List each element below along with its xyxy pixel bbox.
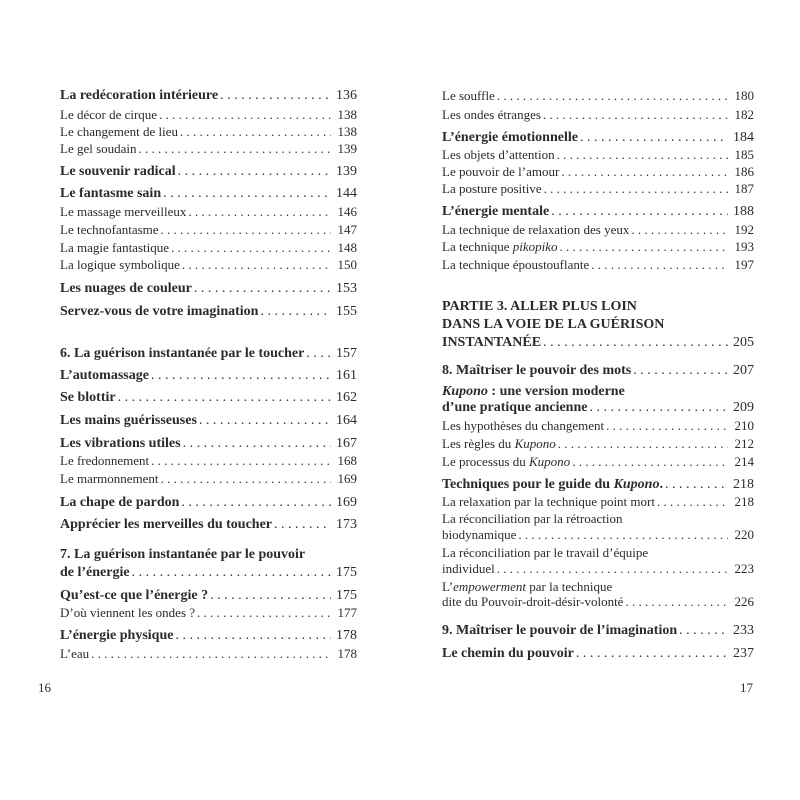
toc-entry-title: Le souffle (442, 88, 495, 103)
dot-leader (161, 471, 331, 487)
toc-entry-title: L’énergie émotionnelle (442, 130, 578, 145)
toc-entry-title: dite du Pouvoir-droit-désir-volonté (442, 594, 624, 609)
toc-entry-page: 167 (336, 436, 357, 451)
toc-entry-title: La technique de relaxation des yeux (442, 222, 630, 237)
toc-entry-page: 178 (336, 628, 357, 643)
dot-leader (171, 240, 331, 256)
toc-entry-title: individuel (442, 561, 495, 576)
toc-entry-title: Le marmonnement (60, 471, 159, 486)
toc-entry-page: 237 (733, 646, 754, 661)
toc-entry-title-italic: Kupono (514, 436, 556, 451)
toc-entry-title (442, 384, 625, 399)
toc-entry-title: Le gel soudain (60, 141, 137, 156)
toc-entry-page: 155 (336, 304, 357, 319)
toc-entry-title: Le chemin du pouvoir (442, 646, 574, 661)
toc-entry (60, 628, 357, 644)
dot-leader (518, 527, 728, 543)
toc-entry-title: La technique époustouflante (442, 257, 590, 272)
toc-entry-page: 205 (733, 335, 754, 350)
toc-entry-title (442, 579, 612, 594)
toc-entry (60, 186, 357, 202)
toc-entry (442, 335, 754, 351)
toc-entry (442, 130, 754, 146)
right-page-number: 17 (740, 680, 753, 695)
toc-entry-page: 144 (336, 186, 357, 201)
toc-entry-title: Le fredonnement (60, 453, 150, 468)
dot-leader (181, 495, 331, 511)
toc-entry-page: 147 (337, 222, 357, 237)
dot-leader (558, 436, 728, 452)
toc-entry-title: La posture positive (442, 181, 542, 196)
toc-entry-title-text: Techniques pour le guide du (442, 477, 614, 492)
dot-leader (183, 436, 331, 452)
toc-entry (442, 257, 754, 273)
dot-leader (633, 363, 728, 379)
toc-entry (60, 588, 357, 604)
toc-entry-page: 175 (336, 565, 357, 580)
toc-entry-title: Les vibrations utiles (60, 436, 181, 451)
toc-entry (442, 384, 754, 400)
dot-leader (159, 107, 331, 123)
toc-entry-page: 139 (337, 141, 357, 156)
toc-entry-title: de l’énergie (60, 565, 130, 580)
toc-entry (442, 623, 754, 639)
toc-entry-page: 218 (733, 477, 754, 492)
toc-entry (60, 346, 357, 362)
dot-leader (557, 147, 728, 163)
toc-entry-title: INSTANTANÉE (442, 335, 542, 350)
toc-entry (442, 204, 754, 220)
toc-entry (442, 181, 754, 197)
toc-entry-title: Se blottir (60, 390, 116, 405)
toc-entry-page: 185 (734, 147, 754, 162)
toc-entry-page: 197 (734, 257, 754, 272)
dot-leader (543, 107, 728, 123)
toc-entry-title-text: Le processus du (442, 454, 530, 469)
toc-entry (442, 511, 754, 527)
toc-entry (442, 646, 754, 662)
toc-entry (60, 304, 357, 320)
toc-entry (60, 517, 357, 533)
toc-entry-title: L’automassage (60, 368, 149, 383)
toc-entry (442, 494, 754, 510)
dot-leader (197, 605, 331, 621)
toc-entry-title: 8. Maîtriser le pouvoir des mots (442, 363, 632, 378)
toc-entry (60, 240, 357, 256)
toc-entry-page: 233 (733, 623, 754, 638)
toc-entry-title: Le décor de cirque (60, 107, 158, 122)
toc-entry-title-text: La technique (442, 239, 513, 254)
toc-entry-title: DANS LA VOIE DE LA GUÉRISON (442, 317, 665, 332)
toc-entry-title: 7. La guérison instantanée par le pouvoir (60, 547, 306, 562)
dot-leader (210, 588, 331, 604)
toc-entry-page: 164 (336, 413, 357, 428)
dot-leader (580, 130, 728, 146)
toc-entry-title: L’énergie mentale (442, 204, 550, 219)
toc-entry-title (442, 436, 556, 452)
dot-leader (118, 390, 331, 406)
dot-leader (561, 164, 728, 180)
toc-entry-title (442, 454, 570, 470)
dot-leader (497, 88, 728, 104)
toc-entry-page: 175 (336, 588, 357, 603)
dot-leader (132, 565, 331, 581)
dot-leader (551, 204, 728, 220)
toc-entry-title-text: . (659, 477, 663, 492)
dot-leader (188, 204, 331, 220)
dot-leader (679, 623, 728, 639)
toc-entry-title-text: Les règles du (442, 436, 515, 451)
toc-entry-page: 212 (734, 436, 754, 451)
toc-entry (442, 545, 754, 561)
dot-leader (139, 141, 331, 157)
toc-entry-title-text: : une version moderne (487, 384, 625, 399)
toc-entry-title-italic: Kupono (529, 454, 571, 469)
dot-leader (560, 239, 728, 255)
toc-entry (442, 299, 754, 315)
toc-entry-page: 220 (734, 527, 754, 542)
toc-entry-page: 177 (337, 605, 357, 620)
toc-entry-page: 168 (337, 453, 357, 468)
toc-entry (60, 547, 357, 563)
toc-entry-page: 148 (337, 240, 357, 255)
toc-entry-page: 169 (336, 495, 357, 510)
toc-entry (60, 281, 357, 297)
toc-entry-page: 146 (337, 204, 357, 219)
toc-entry-title-italic: empowerment (453, 579, 527, 594)
toc-entry-page: 150 (337, 257, 357, 272)
toc-entry-title: La magie fantastique (60, 240, 170, 255)
toc-entry-page: 136 (336, 88, 357, 103)
toc-entry (442, 527, 754, 543)
dot-leader (180, 124, 331, 140)
toc-entry (442, 164, 754, 180)
dot-leader (175, 628, 331, 644)
toc-entry-title: L’énergie physique (60, 628, 174, 643)
toc-entry-title: Les nuages de couleur (60, 281, 192, 296)
toc-entry-page: 162 (336, 390, 357, 405)
toc-entry (442, 107, 754, 123)
toc-entry-page: 153 (336, 281, 357, 296)
toc-entry (60, 107, 357, 123)
toc-entry-title: La redécoration intérieure (60, 88, 219, 103)
dot-leader (606, 418, 728, 434)
toc-entry-page: 180 (734, 88, 754, 103)
toc-entry-page: 193 (734, 239, 754, 254)
toc-entry-title: PARTIE 3. ALLER PLUS LOIN (442, 299, 637, 314)
toc-entry-title: d’une pratique ancienne (442, 400, 588, 415)
toc-entry-page: 207 (733, 363, 754, 378)
toc-entry (442, 400, 754, 416)
toc-entry (60, 368, 357, 384)
toc-entry-title: Qu’est-ce que l’énergie ? (60, 588, 209, 603)
toc-entry-page: 223 (734, 561, 754, 576)
toc-entry (60, 257, 357, 273)
toc-entry-title-italic: Kupono (613, 477, 660, 492)
toc-entry (442, 418, 754, 434)
toc-entry (442, 594, 754, 610)
toc-entry (442, 561, 754, 577)
toc-entry (60, 646, 357, 662)
toc-entry-page: 186 (734, 164, 754, 179)
toc-entry (60, 471, 357, 487)
toc-entry-title: La logique symbolique (60, 257, 180, 272)
toc-entry-title: Les objets d’attention (442, 147, 555, 162)
toc-entry (442, 239, 754, 255)
toc-entry (60, 436, 357, 452)
dot-leader (544, 181, 728, 197)
toc-entry-title (442, 239, 558, 255)
toc-entry (442, 222, 754, 238)
dot-leader (178, 164, 331, 180)
toc-entry-page: 157 (336, 346, 357, 361)
toc-entry-page: 210 (734, 418, 754, 433)
toc-entry-title-text: L’ (442, 579, 454, 594)
toc-entry (60, 565, 357, 581)
toc-entry (442, 454, 754, 470)
dot-leader (161, 222, 331, 238)
toc-entry-title: Le fantasme sain (60, 186, 162, 201)
dot-leader (576, 646, 728, 662)
toc-entry-page: 184 (733, 130, 754, 145)
dot-leader (625, 594, 728, 610)
dot-leader (657, 494, 728, 510)
toc-entry-title: Le souvenir radical (60, 164, 176, 179)
toc-entry-title: La réconciliation par la rétroaction (442, 511, 623, 526)
dot-leader (182, 257, 331, 273)
toc-entry (60, 88, 357, 104)
toc-entry-page: 218 (734, 494, 754, 509)
dot-leader (163, 186, 331, 202)
toc-entry (60, 222, 357, 238)
dot-leader (572, 454, 728, 470)
dot-leader (543, 335, 728, 351)
toc-entry (60, 124, 357, 140)
toc-entry-title (442, 477, 663, 493)
toc-entry-page: 173 (336, 517, 357, 532)
toc-entry-page: 188 (733, 204, 754, 219)
toc-entry-title-italic: Kupono (442, 384, 488, 399)
toc-entry-page: 182 (734, 107, 754, 122)
toc-entry-title: La chape de pardon (60, 495, 180, 510)
toc-entry-page: 178 (337, 646, 357, 661)
dot-leader (220, 88, 331, 104)
toc-entry-title: Les hypothèses du changement (442, 418, 605, 433)
toc-entry-title-text: par la technique (526, 579, 613, 594)
toc-entry (442, 317, 754, 333)
toc-entry-title: 6. La guérison instantanée par le toucher (60, 346, 305, 361)
toc-entry-page: 139 (336, 164, 357, 179)
toc-entry (60, 141, 357, 157)
toc-entry (442, 436, 754, 452)
toc-entry (442, 579, 754, 595)
dot-leader (260, 304, 331, 320)
toc-entry-title: Les ondes étranges (442, 107, 541, 122)
toc-entry (60, 164, 357, 180)
toc-entry-title: Servez-vous de votre imagination (60, 304, 259, 319)
toc-entry-title: D’où viennent les ondes ? (60, 605, 196, 620)
dot-leader (589, 400, 728, 416)
toc-entry-title: Apprécier les merveilles du toucher (60, 517, 273, 532)
dot-leader (151, 368, 331, 384)
toc-entry-title: Les mains guérisseuses (60, 413, 197, 428)
toc-entry-title: La relaxation par la technique point mort (442, 494, 655, 509)
toc-entry-title: Le massage merveilleux (60, 204, 187, 219)
toc-entry-title-italic: pikopiko (512, 239, 558, 254)
dot-leader (591, 257, 728, 273)
toc-entry (60, 204, 357, 220)
toc-entry (442, 88, 754, 104)
toc-entry-page: 161 (336, 368, 357, 383)
toc-entry-title: biodynamique (442, 527, 517, 542)
toc-entry-page: 192 (734, 222, 754, 237)
dot-leader (194, 281, 331, 297)
toc-entry (60, 495, 357, 511)
toc-entry (60, 413, 357, 429)
toc-entry-page: 226 (734, 594, 754, 609)
toc-entry-page: 169 (337, 471, 357, 486)
dot-leader (306, 346, 331, 362)
toc-entry-page: 214 (734, 454, 754, 469)
toc-entry-page: 138 (337, 107, 357, 122)
dot-leader (151, 453, 331, 469)
toc-entry (60, 390, 357, 406)
toc-entry-page: 138 (337, 124, 357, 139)
toc-entry (442, 363, 754, 379)
toc-entry (442, 477, 754, 493)
left-page-number: 16 (38, 680, 51, 695)
toc-entry-page: 187 (734, 181, 754, 196)
toc-entry-title: L’eau (60, 646, 90, 661)
dot-leader (631, 222, 728, 238)
toc-entry (60, 453, 357, 469)
toc-entry-page: 209 (733, 400, 754, 415)
toc-entry (60, 605, 357, 621)
dot-leader (199, 413, 331, 429)
toc-entry-title: 9. Maîtriser le pouvoir de l’imagination (442, 623, 678, 638)
dot-leader (665, 477, 728, 493)
toc-entry (442, 147, 754, 163)
dot-leader (274, 517, 331, 533)
toc-entry-title: Le changement de lieu (60, 124, 179, 139)
toc-entry-title: La réconciliation par le travail d’équipe (442, 545, 649, 560)
toc-entry-title: Le pouvoir de l’amour (442, 164, 560, 179)
dot-leader (91, 646, 331, 662)
toc-entry-title: Le technofantasme (60, 222, 159, 237)
dot-leader (497, 561, 728, 577)
